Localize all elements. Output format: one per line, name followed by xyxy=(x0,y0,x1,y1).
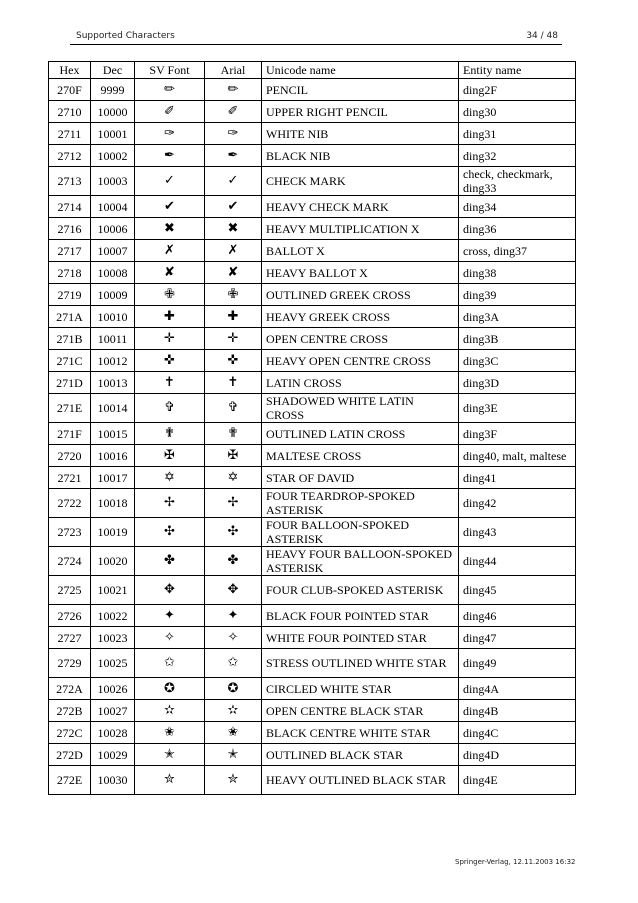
entity-name-cell: ding30 xyxy=(459,101,576,123)
table-row xyxy=(49,627,576,649)
hex-cell: 2717 xyxy=(49,240,91,262)
unicode-name-cell: HEAVY MULTIPLICATION X xyxy=(262,218,459,240)
unicode-name-cell: PENCIL xyxy=(262,79,459,101)
unicode-name-cell: HEAVY BALLOT X xyxy=(262,262,459,284)
header-divider xyxy=(70,44,562,45)
table-body xyxy=(49,79,576,795)
hex-cell: 2723 xyxy=(49,518,91,547)
dec-cell: 10028 xyxy=(91,722,135,744)
arial-glyph: ✏ xyxy=(205,79,262,101)
arial-glyph: ✣ xyxy=(205,518,262,547)
dec-cell: 10027 xyxy=(91,700,135,722)
dec-cell: 10010 xyxy=(91,306,135,328)
table-row xyxy=(49,240,576,262)
hex-cell: 2727 xyxy=(49,627,91,649)
unicode-name-cell: HEAVY CHECK MARK xyxy=(262,196,459,218)
table-row xyxy=(49,306,576,328)
sv-font-glyph: ✚ xyxy=(135,306,205,328)
dec-cell: 10025 xyxy=(91,649,135,678)
entity-name-cell: ding2F xyxy=(459,79,576,101)
hex-cell: 272B xyxy=(49,700,91,722)
column-header-entity-name: Entity name xyxy=(459,62,576,79)
sv-font-glyph: ✦ xyxy=(135,605,205,627)
table-row xyxy=(49,262,576,284)
dec-cell: 10002 xyxy=(91,145,135,167)
table-row xyxy=(49,678,576,700)
hex-cell: 2716 xyxy=(49,218,91,240)
table-row xyxy=(49,518,576,547)
entity-name-cell: ding4D xyxy=(459,744,576,766)
dec-cell: 10030 xyxy=(91,766,135,795)
entity-name-cell: ding4C xyxy=(459,722,576,744)
entity-name-cell: ding42 xyxy=(459,489,576,518)
unicode-name-cell: UPPER RIGHT PENCIL xyxy=(262,101,459,123)
table-row xyxy=(49,649,576,678)
hex-cell: 2729 xyxy=(49,649,91,678)
entity-name-cell: ding3B xyxy=(459,328,576,350)
arial-glyph: ✛ xyxy=(205,328,262,350)
dec-cell: 10012 xyxy=(91,350,135,372)
sv-font-glyph: ✝ xyxy=(135,372,205,394)
dec-cell: 10022 xyxy=(91,605,135,627)
sv-font-glyph: ✒ xyxy=(135,145,205,167)
entity-name-cell: check, checkmark, ding33 xyxy=(459,167,576,196)
dec-cell: 10006 xyxy=(91,218,135,240)
hex-cell: 2721 xyxy=(49,467,91,489)
dec-cell: 10013 xyxy=(91,372,135,394)
unicode-name-cell: CHECK MARK xyxy=(262,167,459,196)
column-header-hex: Hex xyxy=(49,62,91,79)
entity-name-cell: ding47 xyxy=(459,627,576,649)
entity-name-cell: ding43 xyxy=(459,518,576,547)
unicode-name-cell: FOUR BALLOON-SPOKED ASTERISK xyxy=(262,518,459,547)
arial-glyph: ✭ xyxy=(205,744,262,766)
arial-glyph: ✙ xyxy=(205,284,262,306)
hex-cell: 2722 xyxy=(49,489,91,518)
dec-cell: 10017 xyxy=(91,467,135,489)
column-header-unicode-name: Unicode name xyxy=(262,62,459,79)
hex-cell: 271F xyxy=(49,423,91,445)
hex-cell: 2720 xyxy=(49,445,91,467)
sv-font-glyph: ✛ xyxy=(135,328,205,350)
entity-name-cell: ding44 xyxy=(459,547,576,576)
unicode-name-cell: SHADOWED WHITE LATIN CROSS xyxy=(262,394,459,423)
arial-glyph: ✓ xyxy=(205,167,262,196)
unicode-name-cell: BLACK NIB xyxy=(262,145,459,167)
entity-name-cell: ding3E xyxy=(459,394,576,423)
table-row xyxy=(49,700,576,722)
unicode-name-cell: BALLOT X xyxy=(262,240,459,262)
hex-cell: 2718 xyxy=(49,262,91,284)
dec-cell: 10018 xyxy=(91,489,135,518)
sv-font-glyph: ✭ xyxy=(135,744,205,766)
arial-glyph: ✐ xyxy=(205,101,262,123)
entity-name-cell: ding31 xyxy=(459,123,576,145)
entity-name-cell: ding41 xyxy=(459,467,576,489)
hex-cell: 271C xyxy=(49,350,91,372)
arial-glyph: ✒ xyxy=(205,145,262,167)
dec-cell: 10009 xyxy=(91,284,135,306)
entity-name-cell: ding3F xyxy=(459,423,576,445)
arial-glyph: ✩ xyxy=(205,649,262,678)
column-header-dec: Dec xyxy=(91,62,135,79)
arial-glyph: ✤ xyxy=(205,547,262,576)
hex-cell: 270F xyxy=(49,79,91,101)
arial-glyph: ✪ xyxy=(205,678,262,700)
arial-glyph: ✖ xyxy=(205,218,262,240)
entity-name-cell: ding45 xyxy=(459,576,576,605)
sv-font-glyph: ✔ xyxy=(135,196,205,218)
dec-cell: 10003 xyxy=(91,167,135,196)
entity-name-cell: ding3D xyxy=(459,372,576,394)
sv-font-glyph: ✠ xyxy=(135,445,205,467)
hex-cell: 2714 xyxy=(49,196,91,218)
entity-name-cell: ding3A xyxy=(459,306,576,328)
hex-cell: 272A xyxy=(49,678,91,700)
sv-font-glyph: ✏ xyxy=(135,79,205,101)
sv-font-glyph: ✬ xyxy=(135,722,205,744)
sv-font-glyph: ✓ xyxy=(135,167,205,196)
arial-glyph: ✠ xyxy=(205,445,262,467)
sv-font-glyph: ✤ xyxy=(135,547,205,576)
sv-font-glyph: ✪ xyxy=(135,678,205,700)
arial-glyph: ✔ xyxy=(205,196,262,218)
entity-name-cell: ding38 xyxy=(459,262,576,284)
sv-font-glyph: ✥ xyxy=(135,576,205,605)
table-row xyxy=(49,744,576,766)
entity-name-cell: ding4B xyxy=(459,700,576,722)
unicode-name-cell: STRESS OUTLINED WHITE STAR xyxy=(262,649,459,678)
arial-glyph: ✝ xyxy=(205,372,262,394)
hex-cell: 272D xyxy=(49,744,91,766)
column-header-arial: Arial xyxy=(205,62,262,79)
arial-glyph: ✑ xyxy=(205,123,262,145)
dec-cell: 10016 xyxy=(91,445,135,467)
sv-font-glyph: ✣ xyxy=(135,518,205,547)
hex-cell: 272C xyxy=(49,722,91,744)
dec-cell: 10021 xyxy=(91,576,135,605)
hex-cell: 2712 xyxy=(49,145,91,167)
dec-cell: 10026 xyxy=(91,678,135,700)
table-row xyxy=(49,394,576,423)
dec-cell: 10011 xyxy=(91,328,135,350)
entity-name-cell: ding39 xyxy=(459,284,576,306)
arial-glyph: ✦ xyxy=(205,605,262,627)
sv-font-glyph: ✞ xyxy=(135,394,205,423)
unicode-name-cell: CIRCLED WHITE STAR xyxy=(262,678,459,700)
hex-cell: 271B xyxy=(49,328,91,350)
hex-cell: 2711 xyxy=(49,123,91,145)
table-row xyxy=(49,372,576,394)
arial-glyph: ✮ xyxy=(205,766,262,795)
table-row xyxy=(49,605,576,627)
arial-glyph: ✗ xyxy=(205,240,262,262)
table-row xyxy=(49,722,576,744)
table-row xyxy=(49,328,576,350)
unicode-name-cell: MALTESE CROSS xyxy=(262,445,459,467)
footer-text: Springer-Verlag, 12.11.2003 16:32 xyxy=(455,858,576,866)
unicode-name-cell: STAR OF DAVID xyxy=(262,467,459,489)
hex-cell: 2710 xyxy=(49,101,91,123)
sv-font-glyph: ✗ xyxy=(135,240,205,262)
sv-font-glyph: ✙ xyxy=(135,284,205,306)
dec-cell: 10015 xyxy=(91,423,135,445)
unicode-name-cell: FOUR TEARDROP-SPOKED ASTERISK xyxy=(262,489,459,518)
entity-name-cell: ding32 xyxy=(459,145,576,167)
hex-cell: 2724 xyxy=(49,547,91,576)
table-row xyxy=(49,445,576,467)
entity-name-cell: ding34 xyxy=(459,196,576,218)
hex-cell: 2725 xyxy=(49,576,91,605)
table-row xyxy=(49,218,576,240)
unicode-name-cell: WHITE FOUR POINTED STAR xyxy=(262,627,459,649)
unicode-name-cell: HEAVY OPEN CENTRE CROSS xyxy=(262,350,459,372)
arial-glyph: ✢ xyxy=(205,489,262,518)
arial-glyph: ✟ xyxy=(205,423,262,445)
sv-font-glyph: ✡ xyxy=(135,467,205,489)
arial-glyph: ✬ xyxy=(205,722,262,744)
unicode-name-cell: OUTLINED GREEK CROSS xyxy=(262,284,459,306)
sv-font-glyph: ✜ xyxy=(135,350,205,372)
entity-name-cell: ding49 xyxy=(459,649,576,678)
arial-glyph: ✜ xyxy=(205,350,262,372)
sv-font-glyph: ✟ xyxy=(135,423,205,445)
dec-cell: 10008 xyxy=(91,262,135,284)
table-row xyxy=(49,284,576,306)
arial-glyph: ✡ xyxy=(205,467,262,489)
hex-cell: 271E xyxy=(49,394,91,423)
arial-glyph: ✧ xyxy=(205,627,262,649)
sv-font-glyph: ✑ xyxy=(135,123,205,145)
dec-cell: 9999 xyxy=(91,79,135,101)
unicode-name-cell: HEAVY OUTLINED BLACK STAR xyxy=(262,766,459,795)
table-row xyxy=(49,167,576,196)
entity-name-cell: ding4E xyxy=(459,766,576,795)
table-row xyxy=(49,547,576,576)
hex-cell: 271A xyxy=(49,306,91,328)
table-row xyxy=(49,766,576,795)
entity-name-cell: ding36 xyxy=(459,218,576,240)
table-row xyxy=(49,423,576,445)
unicode-name-cell: OUTLINED BLACK STAR xyxy=(262,744,459,766)
unicode-name-cell: OPEN CENTRE CROSS xyxy=(262,328,459,350)
arial-glyph: ✥ xyxy=(205,576,262,605)
table-row xyxy=(49,123,576,145)
sv-font-glyph: ✐ xyxy=(135,101,205,123)
dec-cell: 10029 xyxy=(91,744,135,766)
dec-cell: 10007 xyxy=(91,240,135,262)
sv-font-glyph: ✮ xyxy=(135,766,205,795)
table-row xyxy=(49,196,576,218)
sv-font-glyph: ✖ xyxy=(135,218,205,240)
table-row xyxy=(49,489,576,518)
table-header-row xyxy=(49,62,576,79)
dec-cell: 10001 xyxy=(91,123,135,145)
dec-cell: 10014 xyxy=(91,394,135,423)
unicode-name-cell: BLACK CENTRE WHITE STAR xyxy=(262,722,459,744)
unicode-name-cell: HEAVY FOUR BALLOON-SPOKED ASTERISK xyxy=(262,547,459,576)
supported-characters-table xyxy=(48,61,576,795)
unicode-name-cell: LATIN CROSS xyxy=(262,372,459,394)
page-title: Supported Characters xyxy=(76,31,175,41)
unicode-name-cell: HEAVY GREEK CROSS xyxy=(262,306,459,328)
dec-cell: 10004 xyxy=(91,196,135,218)
arial-glyph: ✘ xyxy=(205,262,262,284)
arial-glyph: ✞ xyxy=(205,394,262,423)
dec-cell: 10019 xyxy=(91,518,135,547)
sv-font-glyph: ✩ xyxy=(135,649,205,678)
arial-glyph: ✫ xyxy=(205,700,262,722)
table-row xyxy=(49,467,576,489)
sv-font-glyph: ✘ xyxy=(135,262,205,284)
entity-name-cell: cross, ding37 xyxy=(459,240,576,262)
table-row xyxy=(49,101,576,123)
arial-glyph: ✚ xyxy=(205,306,262,328)
unicode-name-cell: OUTLINED LATIN CROSS xyxy=(262,423,459,445)
dec-cell: 10000 xyxy=(91,101,135,123)
unicode-name-cell: BLACK FOUR POINTED STAR xyxy=(262,605,459,627)
table-row xyxy=(49,576,576,605)
entity-name-cell: ding46 xyxy=(459,605,576,627)
entity-name-cell: ding4A xyxy=(459,678,576,700)
dec-cell: 10023 xyxy=(91,627,135,649)
entity-name-cell: ding3C xyxy=(459,350,576,372)
hex-cell: 2719 xyxy=(49,284,91,306)
sv-font-glyph: ✧ xyxy=(135,627,205,649)
table-row xyxy=(49,145,576,167)
unicode-name-cell: OPEN CENTRE BLACK STAR xyxy=(262,700,459,722)
hex-cell: 272E xyxy=(49,766,91,795)
sv-font-glyph: ✢ xyxy=(135,489,205,518)
hex-cell: 2726 xyxy=(49,605,91,627)
dec-cell: 10020 xyxy=(91,547,135,576)
hex-cell: 2713 xyxy=(49,167,91,196)
sv-font-glyph: ✫ xyxy=(135,700,205,722)
table-row xyxy=(49,350,576,372)
page-header xyxy=(70,28,562,44)
unicode-name-cell: FOUR CLUB-SPOKED ASTERISK xyxy=(262,576,459,605)
table-row xyxy=(49,79,576,101)
page-number: 34 / 48 xyxy=(526,31,558,41)
column-header-sv-font: SV Font xyxy=(135,62,205,79)
entity-name-cell: ding40, malt, maltese xyxy=(459,445,576,467)
unicode-name-cell: WHITE NIB xyxy=(262,123,459,145)
hex-cell: 271D xyxy=(49,372,91,394)
